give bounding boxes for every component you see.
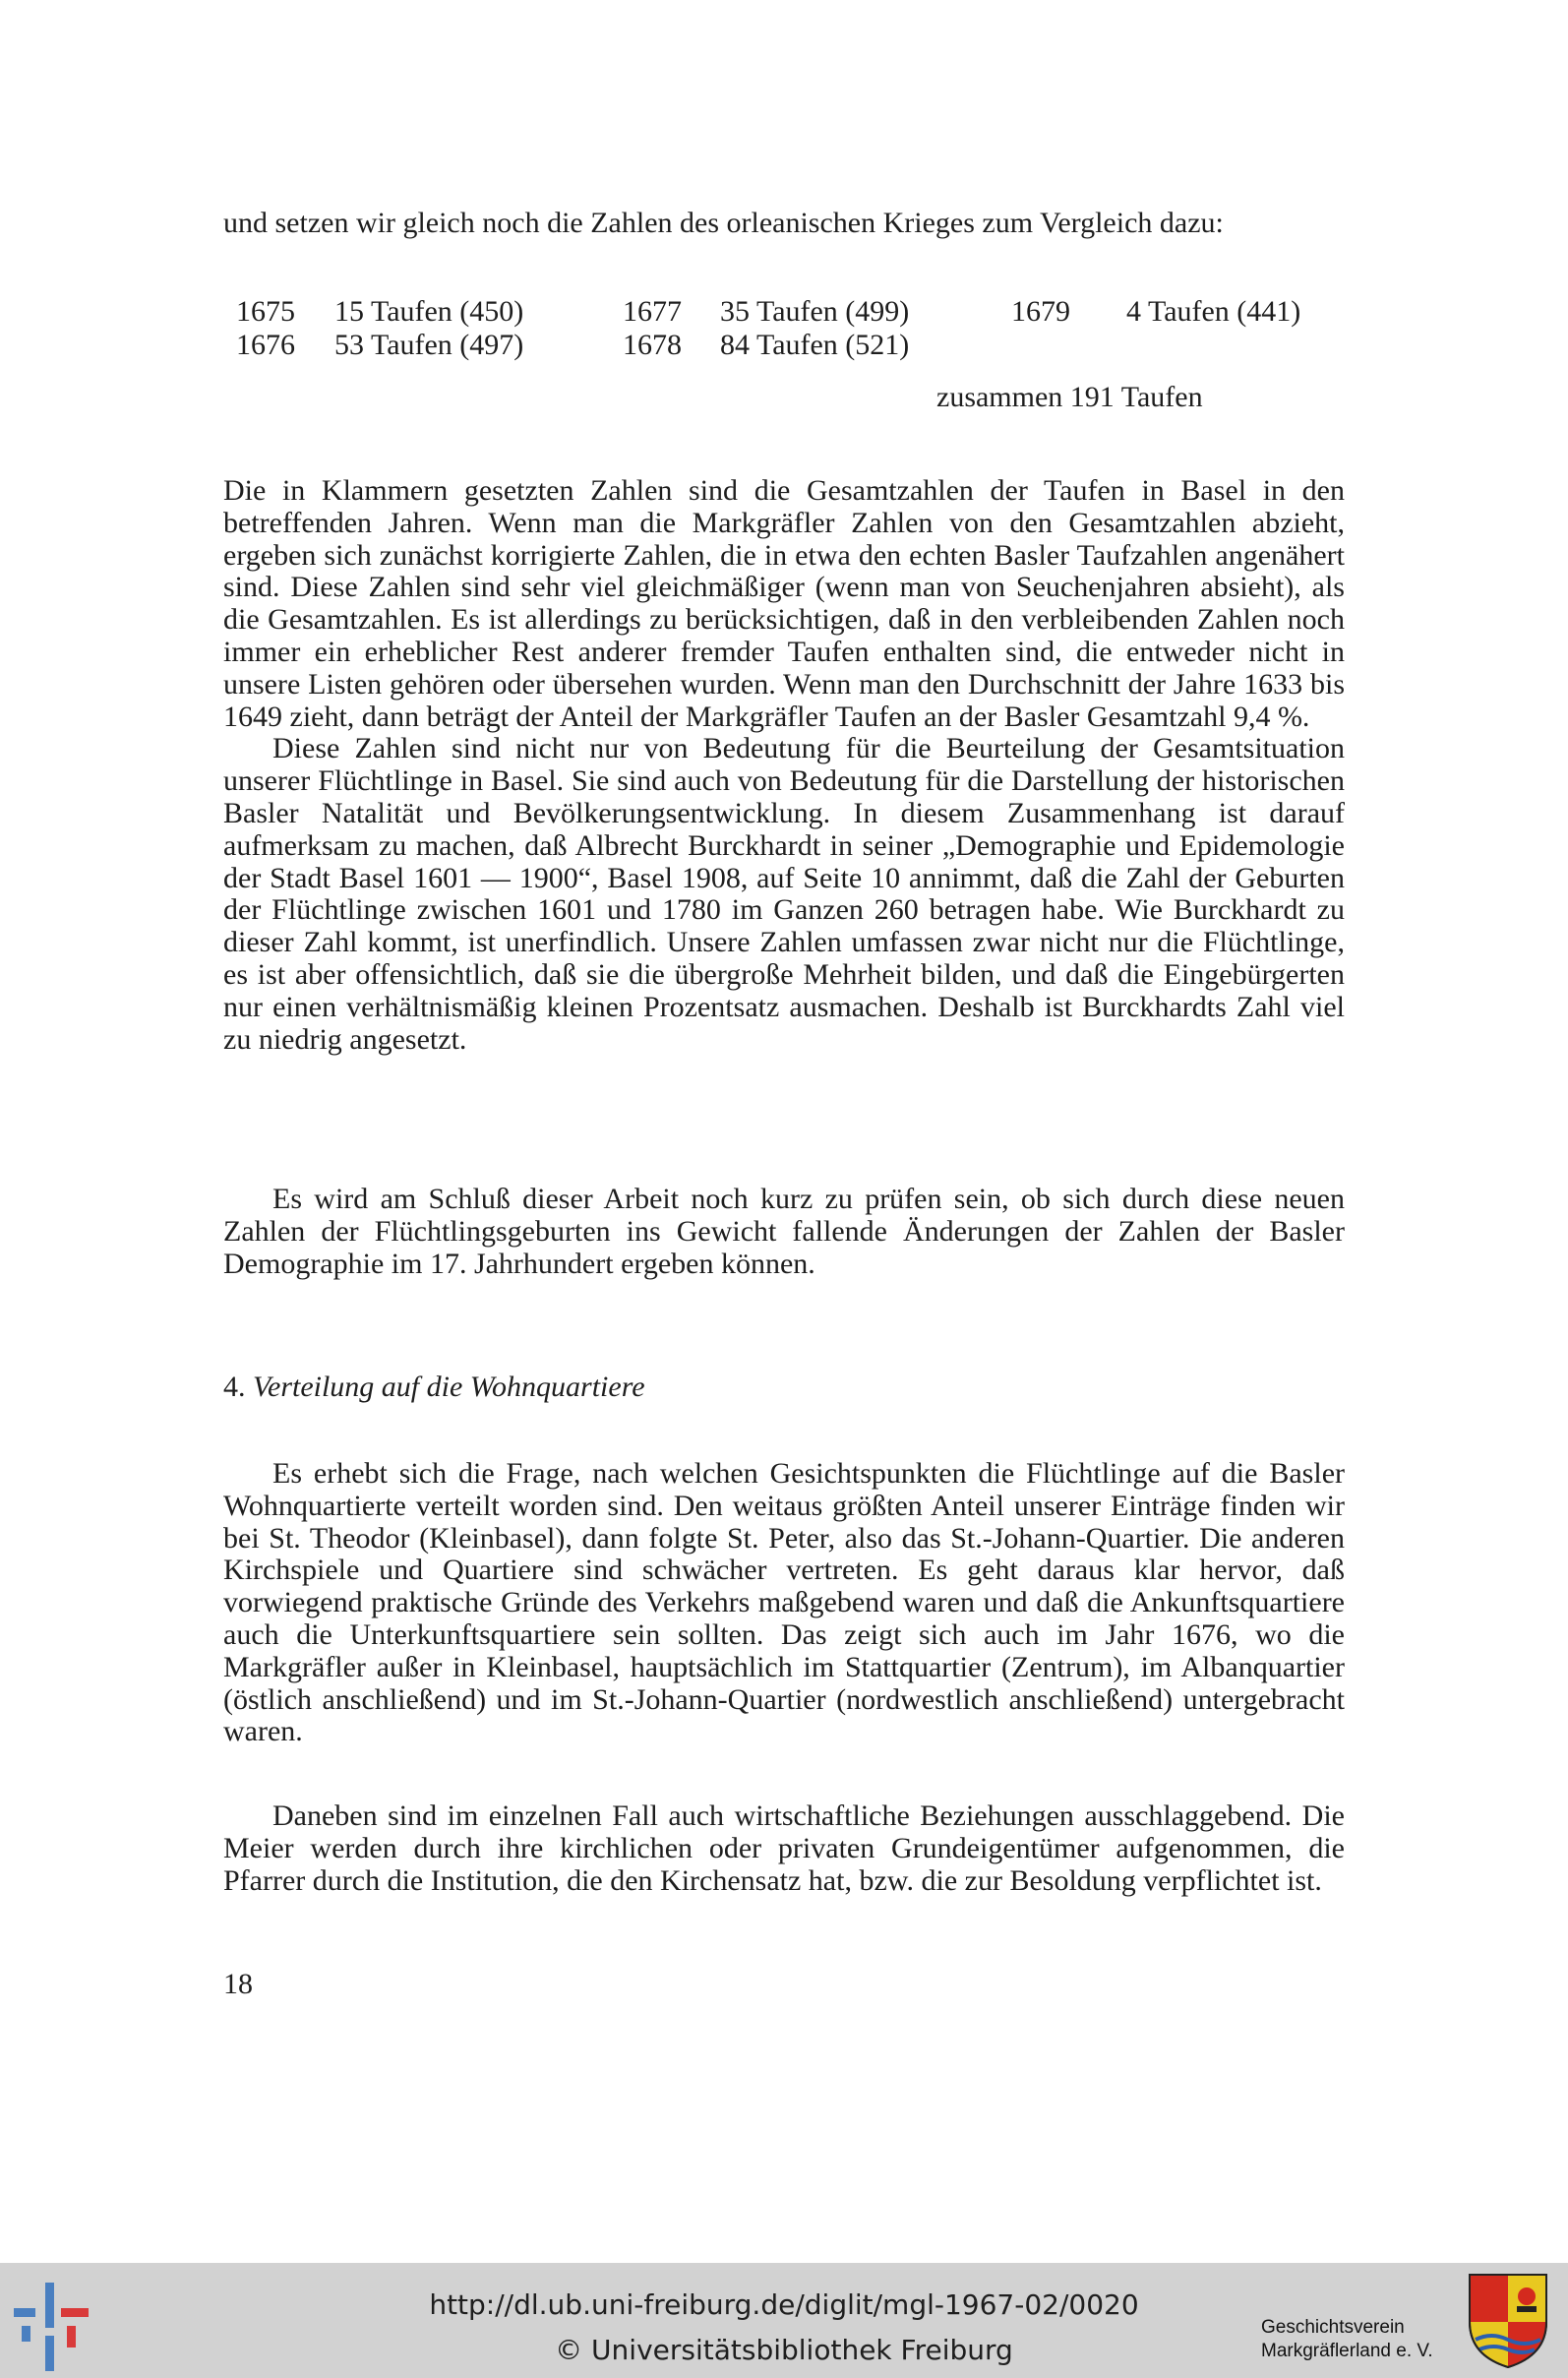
section-heading: [223, 1371, 645, 1404]
footer-copyright: © Universitätsbibliothek Freiburg: [555, 2334, 1013, 2366]
footer-bar: [0, 2263, 1568, 2378]
section-title: Verteilung auf die Wohnquartiere: [253, 1371, 645, 1403]
baptism-count-cell: 15 Taufen (450): [334, 295, 524, 328]
year-cell: 1679: [1011, 295, 1070, 328]
quarters-section: [223, 1458, 1345, 1748]
economic-section: [223, 1800, 1345, 1897]
footer-url-link[interactable]: http://dl.ub.uni-freiburg.de/diglit/mgl-1967-02/0020: [429, 2288, 1139, 2321]
section-number: 4.: [223, 1371, 246, 1403]
society-name: [1261, 2316, 1433, 2363]
intro-paragraph: [223, 208, 1345, 240]
baptism-total: zusammen 191 Taufen: [936, 381, 1203, 413]
intro-text: und setzen wir gleich noch die Zahlen des orleanischen Krieges zum Vergleich dazu:: [223, 207, 1224, 239]
year-cell: 1675: [236, 295, 295, 328]
body-paragraph: Die in Klammern gesetzten Zahlen sind die Gesamtzahlen der Taufen in Basel in den betreffenden Jahren. Wenn man die Markgräfler Zahlen von den Gesamtzahlen abzieht, ergeben sich zunächst korrigierte Zahlen, die in etwa den echten Basler Taufzahlen angenähert sind. Diese Zahlen sind sehr viel gleichmäßiger (wenn man von Seuchenjahren absieht), als die Gesamtzahlen. Es ist allerdings zu berücksichtigen, daß in den verbleibenden Zahlen noch immer ein erheblicher Rest anderer fremder Taufen enthalten sind, die entweder nicht in unsere Listen gehören oder übersehen wurden. Wenn man den Durchschnitt der Jahre 1633 bis 1649 zieht, dann beträgt der Anteil der Markgräfler Taufen an der Basler Gesamtzahl 9,4 %.: [223, 474, 1345, 733]
baptism-count-cell: 35 Taufen (499): [720, 295, 910, 328]
coat-of-arms-icon: [1466, 2271, 1550, 2369]
baptism-row: [236, 329, 1348, 362]
demography-section: [223, 1184, 1345, 1280]
society-name-line: Geschichtsverein: [1261, 2317, 1405, 2338]
baptism-count-cell: 53 Taufen (497): [334, 329, 524, 361]
year-cell: 1678: [623, 329, 682, 361]
page-number: 18: [223, 1968, 253, 2000]
year-cell: 1677: [623, 295, 682, 328]
society-name-line: Markgräflerland e. V.: [1261, 2341, 1433, 2361]
baptism-table: [236, 295, 1348, 362]
baptism-count-cell: 4 Taufen (441): [1126, 295, 1301, 328]
baptism-count-cell: 84 Taufen (521): [720, 329, 910, 361]
year-cell: 1676: [236, 329, 295, 361]
body-paragraph: Diese Zahlen sind nicht nur von Bedeutung für die Beurteilung der Gesamtsituation unserer Flüchtlinge in Basel. Sie sind auch von Bedeutung für die Darstellung der historischen Basler Natalität und Bevölkerungsentwicklung. In diesem Zusammenhang ist darauf aufmerksam zu machen, daß Albrecht Burckhardt in seiner „Demographie und Epidemologie der Stadt Basel 1601 — 1900“, Basel 1908, auf Seite 10 annimmt, daß die Zahl der Geburten der Flüchtlinge zwischen 1601 und 1780 im Ganzen 260 betragen habe. Wie Burckhardt zu dieser Zahl kommt, ist unerfindlich. Unsere Zahlen umfassen zwar nicht nur die Flüchtlinge, es ist aber offensichtlich, daß sie die übergroße Mehrheit bilden, und daß die Eingebürgerten nur einen verhältnismäßig kleinen Prozentsatz ausmachen. Deshalb ist Burckhardts Zahl viel zu niedrig angesetzt.: [223, 732, 1345, 1056]
body-paragraph: Es erhebt sich die Frage, nach welchen Gesichtspunkten die Flüchtlinge auf die Basler Wohnquartierte verteilt worden sind. Den weitaus größten Anteil unserer Einträge finden wir bei St. Theodor (Kleinbasel), dann folgte St. Peter, also das St.-Johann-Quartier. Die anderen Kirchspiele und Quartiere sind schwächer vertreten. Es geht daraus klar hervor, daß vorwiegend praktische Gründe des Verkehrs maßgebend waren und daß die Ankunftsquartiere auch die Unterkunftsquartiere sein sollten. Das zeigt sich auch im Jahr 1676, wo die Markgräfler außer in Kleinbasel, hauptsächlich im Stattquartier (Zentrum), im Albanquartier (östlich anschließend) und im St.-Johann-Quartier (nordwestlich anschließend) untergebracht waren.: [223, 1457, 1345, 1748]
body-paragraph: Es wird am Schluß dieser Arbeit noch kurz zu prüfen sein, ob sich durch diese neuen Zahlen der Flüchtlingsgeburten ins Gewicht fallende Änderungen der Zahlen der Basler Demographie im 17. Jahrhundert ergeben können.: [223, 1183, 1345, 1280]
main-section: [223, 475, 1345, 1056]
body-paragraph: Daneben sind im einzelnen Fall auch wirtschaftliche Beziehungen ausschlaggebend. Die Meier werden durch ihre kirchlichen oder privaten Grundeigentümer aufgenommen, die Pfarrer durch die Institution, die den Kirchensatz hat, bzw. die zur Besoldung verpflichtet ist.: [223, 1799, 1345, 1897]
baptism-row: [236, 295, 1348, 329]
